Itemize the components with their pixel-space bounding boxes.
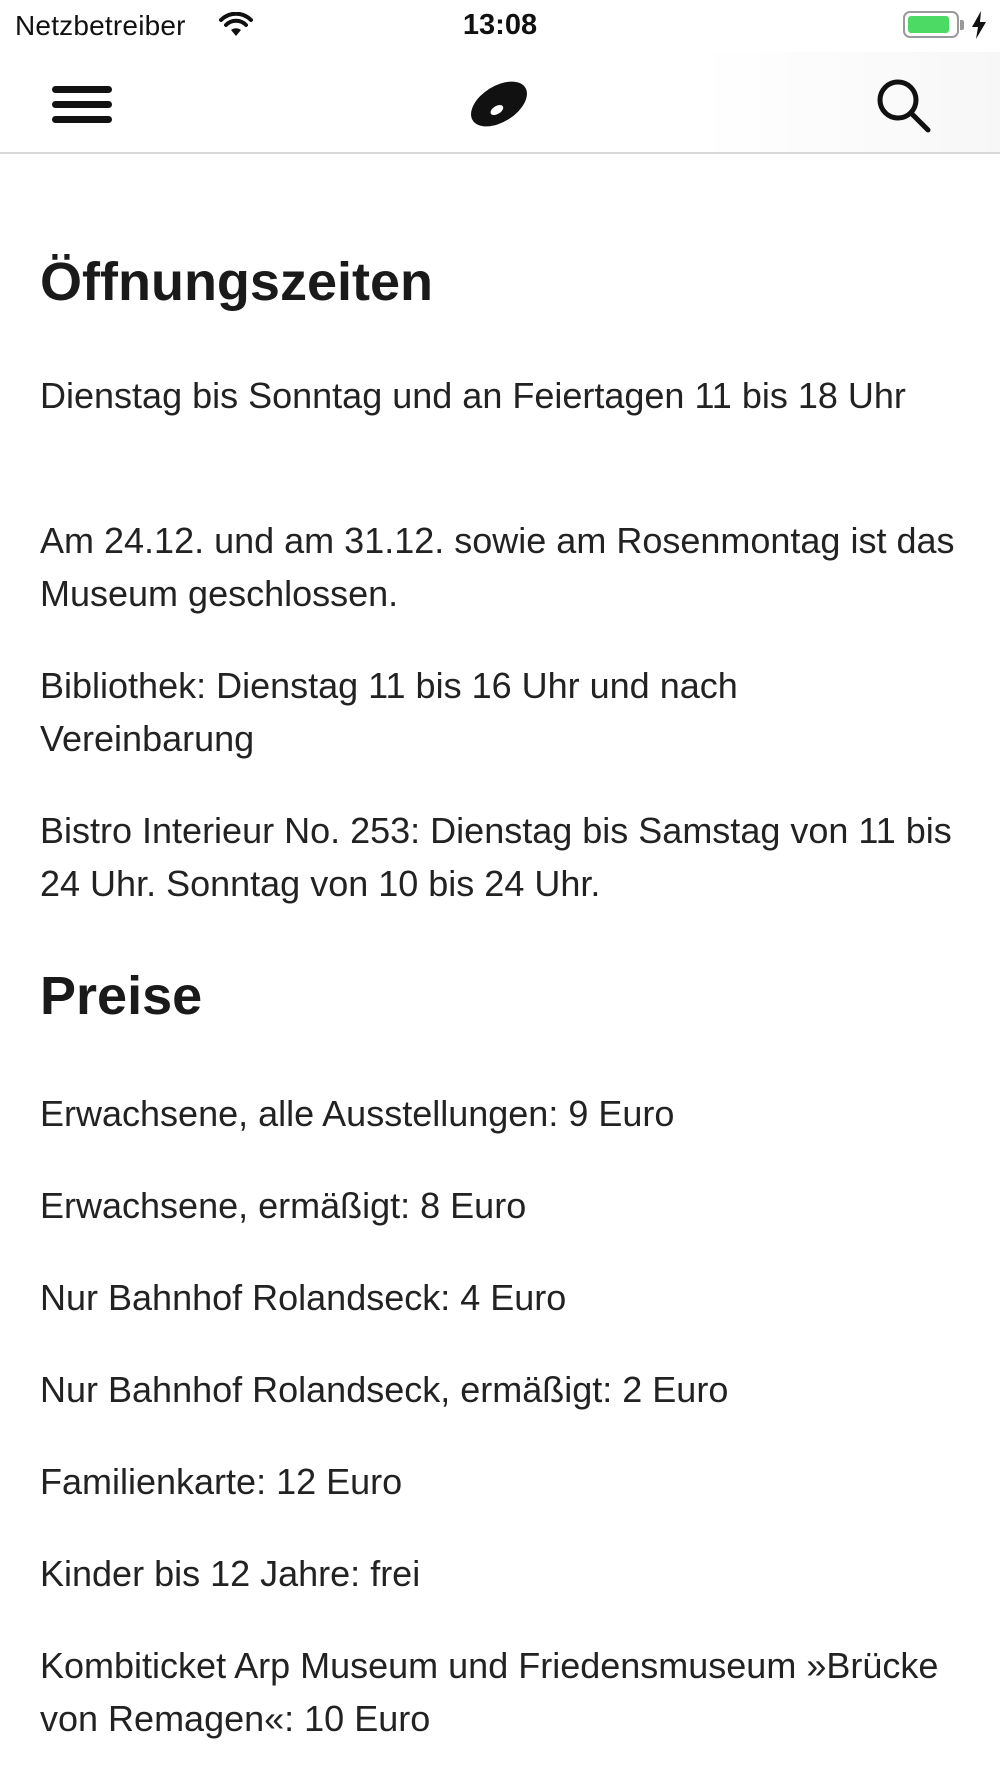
bolt-icon [970,10,988,40]
hours-paragraph: Bibliothek: Dienstag 11 bis 16 Uhr und nach Vereinbarung [40,665,738,759]
museum-logo-icon[interactable] [466,76,532,132]
price-item: Nur Bahnhof Rolandseck: 4 Euro [40,1277,567,1318]
price-item: Familienkarte: 12 Euro [40,1461,403,1502]
status-time: 13:08 [462,9,538,41]
hours-paragraph: Dienstag bis Sonntag und an Feiertagen 11 bis 18 Uhr [40,375,906,416]
price-item: Erwachsene, alle Ausstellungen: 9 Euro [40,1093,675,1134]
price-item: Nur Bahnhof Rolandseck, ermäßigt: 2 Euro [40,1369,729,1410]
battery-tip [960,20,964,30]
opening-hours-heading: Öffnungszeiten [40,252,433,312]
search-icon[interactable] [868,72,938,138]
hamburger-menu-icon[interactable] [42,72,122,134]
prices-heading: Preise [40,966,203,1026]
navigation-bar [0,52,1000,154]
battery-icon [903,11,959,38]
hours-paragraph: Am 24.12. und am 31.12. sowie am Rosenmontag ist das Museum geschlossen. [40,520,955,614]
price-item: Kinder bis 12 Jahre: frei [40,1553,421,1594]
battery-level-fill [908,16,949,33]
hours-paragraph: Bistro Interieur No. 253: Dienstag bis Samstag von 11 bis 24 Uhr. Sonntag von 10 bis 24 Uhr. [40,810,952,904]
carrier-name: Netzbetreiber [15,10,186,41]
status-bar [0,0,1000,52]
price-item: Kombiticket Arp Museum und Friedensmuseum »Brücke von Remagen«: 10 Euro [40,1645,939,1739]
price-item: Erwachsene, ermäßigt: 8 Euro [40,1185,527,1226]
